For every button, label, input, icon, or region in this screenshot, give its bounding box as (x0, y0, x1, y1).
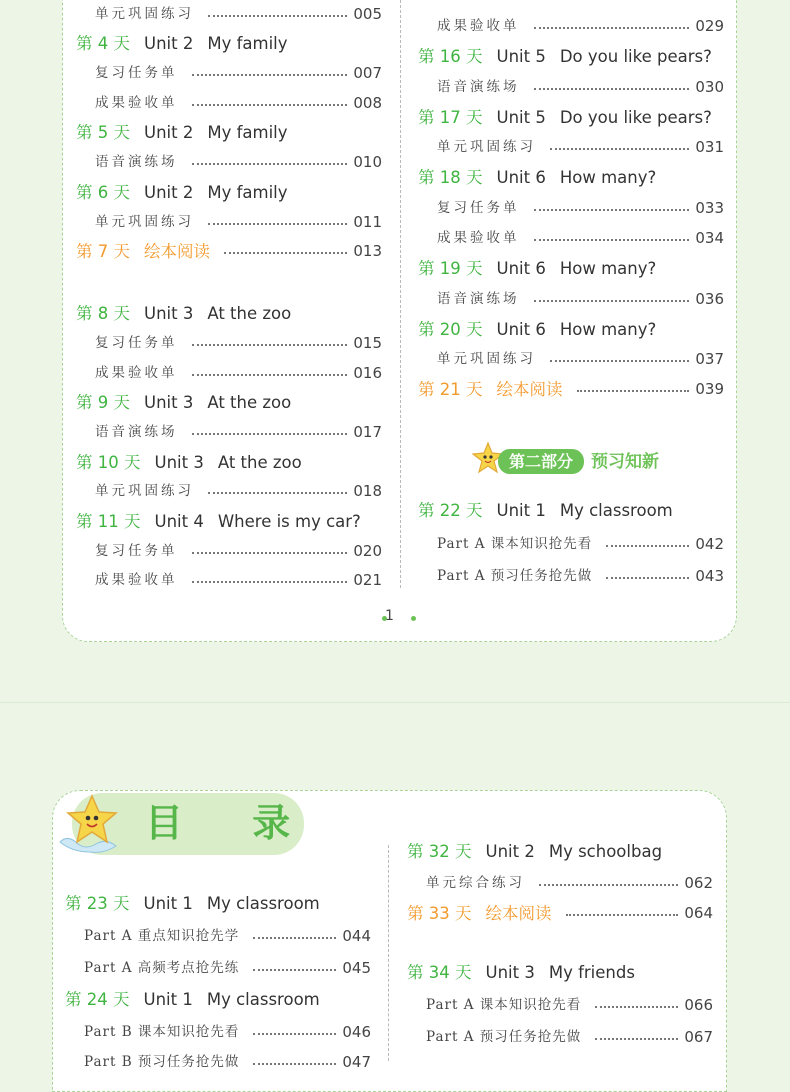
toc-day-entry[interactable] (76, 181, 288, 205)
leader-dots (539, 884, 678, 886)
page-ref: 066 (684, 996, 713, 1014)
leader-dots (208, 492, 347, 494)
toc-sub-entry[interactable]: 单元巩固练习 (95, 6, 194, 22)
column-divider (388, 845, 389, 1061)
toc-day-entry[interactable] (418, 166, 656, 190)
page-separator (0, 702, 790, 703)
page-number: 1 (385, 608, 394, 624)
leader-dots (566, 914, 679, 916)
leader-dots (577, 390, 690, 392)
page-ref: 034 (695, 229, 724, 247)
unit-label: Unit 1 (143, 894, 193, 913)
day-label: 第 5 天 (76, 123, 130, 142)
page-ref: 015 (353, 334, 382, 352)
reading-title: 绘本阅读 (496, 380, 563, 399)
toc-sub-entry[interactable]: Part A 预习任务抢先做 (437, 568, 593, 584)
leader-dots (192, 581, 348, 583)
page-ref: 047 (342, 1053, 371, 1071)
day-label: 第 8 天 (76, 304, 130, 323)
page-ref: 042 (695, 535, 724, 553)
leader-dots (534, 239, 690, 241)
toc-day-entry[interactable] (418, 499, 673, 523)
unit-title: How many? (559, 168, 657, 187)
toc-sub-entry[interactable]: 单元综合练习 (426, 875, 525, 891)
toc-day-entry[interactable] (76, 121, 288, 145)
toc-day-entry[interactable] (418, 45, 712, 69)
toc-sub-entry[interactable]: 单元巩固练习 (95, 483, 194, 499)
toc-sub-entry[interactable]: 复习任务单 (437, 200, 520, 216)
unit-label: Unit 2 (144, 183, 194, 202)
leader-dots (595, 1038, 678, 1040)
unit-label: Unit 1 (143, 990, 193, 1009)
day-label: 第 17 天 (418, 108, 483, 127)
toc-sub-entry[interactable]: 复习任务单 (95, 65, 178, 81)
unit-label: Unit 6 (496, 320, 546, 339)
day-label: 第 21 天 (418, 380, 483, 399)
page-ref: 007 (353, 64, 382, 82)
unit-title: My classroom (206, 990, 320, 1009)
toc-day-entry[interactable] (76, 302, 291, 326)
section-title: 预习知新 (591, 452, 659, 472)
page-ref: 020 (353, 542, 382, 560)
page-ref: 033 (695, 199, 724, 217)
unit-label: Unit 6 (496, 168, 546, 187)
toc-sub-entry[interactable]: 成果验收单 (95, 365, 178, 381)
unit-label: Unit 6 (496, 259, 546, 278)
page-ref: 036 (695, 290, 724, 308)
column-divider (400, 0, 401, 588)
unit-label: Unit 3 (485, 963, 535, 982)
toc-sub-entry[interactable]: 成果验收单 (437, 230, 520, 246)
toc-day-entry[interactable] (418, 106, 712, 130)
toc-sub-entry[interactable]: 复习任务单 (95, 335, 178, 351)
toc-sub-entry[interactable]: Part A 预习任务抢先做 (426, 1029, 582, 1045)
unit-label: Unit 2 (485, 842, 535, 861)
page-ref: 046 (342, 1023, 371, 1041)
leader-dots (192, 163, 348, 165)
leader-dots (192, 344, 348, 346)
leader-dots (192, 552, 348, 554)
leader-dots (253, 937, 336, 939)
page-ref: 062 (684, 874, 713, 892)
unit-title: My classroom (206, 894, 320, 913)
page-ref: 044 (342, 927, 371, 945)
toc-sub-entry[interactable]: 成果验收单 (437, 18, 520, 34)
leader-dots (224, 252, 347, 254)
day-label: 第 19 天 (418, 259, 483, 278)
page-ref: 030 (695, 78, 724, 96)
leader-dots (606, 545, 689, 547)
toc-day-entry[interactable] (418, 257, 656, 281)
toc-day-entry[interactable] (65, 988, 320, 1012)
unit-label: Unit 2 (144, 34, 194, 53)
day-label: 第 4 天 (76, 34, 130, 53)
section-badge: 第二部分 (498, 449, 584, 474)
unit-title: Where is my car? (217, 512, 361, 531)
day-label: 第 6 天 (76, 183, 130, 202)
day-label: 第 10 天 (76, 453, 141, 472)
toc-reading-entry[interactable] (76, 240, 210, 264)
page-ref: 018 (353, 482, 382, 500)
page-ref: 016 (353, 364, 382, 382)
toc-day-entry[interactable] (418, 318, 656, 342)
toc-sub-entry[interactable]: Part A 重点知识抢先学 (84, 928, 240, 944)
leader-dots (192, 374, 348, 376)
unit-title: My family (207, 123, 288, 142)
star-mascot-icon (54, 792, 126, 856)
page-ref: 013 (353, 242, 382, 260)
leader-dots (192, 74, 348, 76)
leader-dots (550, 148, 689, 150)
day-label: 第 18 天 (418, 168, 483, 187)
leader-dots (550, 360, 689, 362)
day-label: 第 23 天 (65, 894, 130, 913)
unit-title: My family (207, 183, 288, 202)
toc-sub-entry[interactable]: 单元巩固练习 (95, 214, 194, 230)
page-ref: 029 (695, 17, 724, 35)
toc-reading-entry[interactable] (407, 902, 552, 926)
toc-sub-entry[interactable]: Part B 课本知识抢先看 (84, 1024, 240, 1040)
leader-dots (208, 15, 347, 17)
toc-day-entry[interactable] (76, 391, 291, 415)
page-ref: 005 (353, 5, 382, 23)
unit-title: My family (207, 34, 288, 53)
toc-day-entry[interactable] (407, 961, 635, 985)
toc-sub-entry[interactable]: Part B 预习任务抢先做 (84, 1054, 240, 1070)
toc-sub-entry[interactable]: 语音演练场 (437, 291, 520, 307)
leader-dots (192, 104, 348, 106)
toc-sub-entry[interactable]: Part A 课本知识抢先看 (426, 997, 582, 1013)
leader-dots (534, 209, 690, 211)
day-label: 第 16 天 (418, 47, 483, 66)
page-ref: 039 (695, 380, 724, 398)
leader-dots (534, 300, 690, 302)
reading-title: 绘本阅读 (485, 904, 552, 923)
leader-dots (534, 27, 690, 29)
leader-dots (534, 88, 690, 90)
day-label: 第 20 天 (418, 320, 483, 339)
leader-dots (253, 1033, 336, 1035)
toc-sub-entry[interactable]: 复习任务单 (95, 543, 178, 559)
unit-title: At the zoo (217, 453, 302, 472)
unit-title: At the zoo (207, 304, 292, 323)
page-ref: 043 (695, 567, 724, 585)
page-ref: 011 (353, 213, 382, 231)
page-ref: 064 (684, 904, 713, 922)
unit-title: Do you like pears? (559, 47, 712, 66)
day-label: 第 22 天 (418, 501, 483, 520)
toc-day-entry[interactable] (76, 32, 288, 56)
day-label: 第 33 天 (407, 904, 472, 923)
page-ref: 067 (684, 1028, 713, 1046)
page-ref: 010 (353, 153, 382, 171)
unit-label: Unit 1 (496, 501, 546, 520)
toc-sub-entry[interactable]: Part A 课本知识抢先看 (437, 536, 593, 552)
leader-dots (606, 577, 689, 579)
unit-label: Unit 3 (144, 393, 194, 412)
unit-title: At the zoo (207, 393, 292, 412)
unit-label: Unit 3 (144, 304, 194, 323)
unit-title: How many? (559, 320, 657, 339)
leader-dots (595, 1006, 678, 1008)
unit-title: Do you like pears? (559, 108, 712, 127)
unit-label: Unit 3 (154, 453, 204, 472)
toc-sub-entry[interactable]: 成果验收单 (95, 572, 178, 588)
page-dot (411, 616, 416, 621)
page-ref: 008 (353, 94, 382, 112)
unit-title: How many? (559, 259, 657, 278)
leader-dots (192, 433, 348, 435)
day-label: 第 32 天 (407, 842, 472, 861)
toc-heading: 目 录 (145, 801, 319, 845)
toc-sub-entry[interactable]: 语音演练场 (95, 424, 178, 440)
unit-label: Unit 2 (144, 123, 194, 142)
page-ref: 037 (695, 350, 724, 368)
page-ref: 031 (695, 138, 724, 156)
day-label: 第 11 天 (76, 512, 141, 531)
toc-sub-entry[interactable]: Part A 高频考点抢先练 (84, 960, 240, 976)
toc-sub-entry[interactable]: 单元巩固练习 (437, 351, 536, 367)
day-label: 第 9 天 (76, 393, 130, 412)
toc-reading-entry[interactable] (418, 378, 563, 402)
leader-dots (253, 969, 336, 971)
unit-label: Unit 5 (496, 47, 546, 66)
unit-label: Unit 5 (496, 108, 546, 127)
toc-sub-entry[interactable]: 语音演练场 (437, 79, 520, 95)
day-label: 第 7 天 (76, 242, 130, 261)
day-label: 第 34 天 (407, 963, 472, 982)
toc-day-entry[interactable] (407, 840, 662, 864)
unit-title: My schoolbag (548, 842, 663, 861)
toc-sub-entry[interactable]: 语音演练场 (95, 154, 178, 170)
reading-title: 绘本阅读 (144, 242, 210, 261)
leader-dots (253, 1063, 336, 1065)
unit-label: Unit 4 (154, 512, 204, 531)
toc-day-entry[interactable] (65, 892, 320, 916)
toc-sub-entry[interactable]: 成果验收单 (95, 95, 178, 111)
page-ref: 021 (353, 571, 382, 589)
toc-day-entry[interactable] (76, 510, 361, 534)
unit-title: My friends (548, 963, 635, 982)
toc-day-entry[interactable] (76, 451, 302, 475)
page-ref: 017 (353, 423, 382, 441)
unit-title: My classroom (559, 501, 673, 520)
leader-dots (208, 223, 347, 225)
page-ref: 045 (342, 959, 371, 977)
toc-sub-entry[interactable]: 单元巩固练习 (437, 139, 536, 155)
day-label: 第 24 天 (65, 990, 130, 1009)
